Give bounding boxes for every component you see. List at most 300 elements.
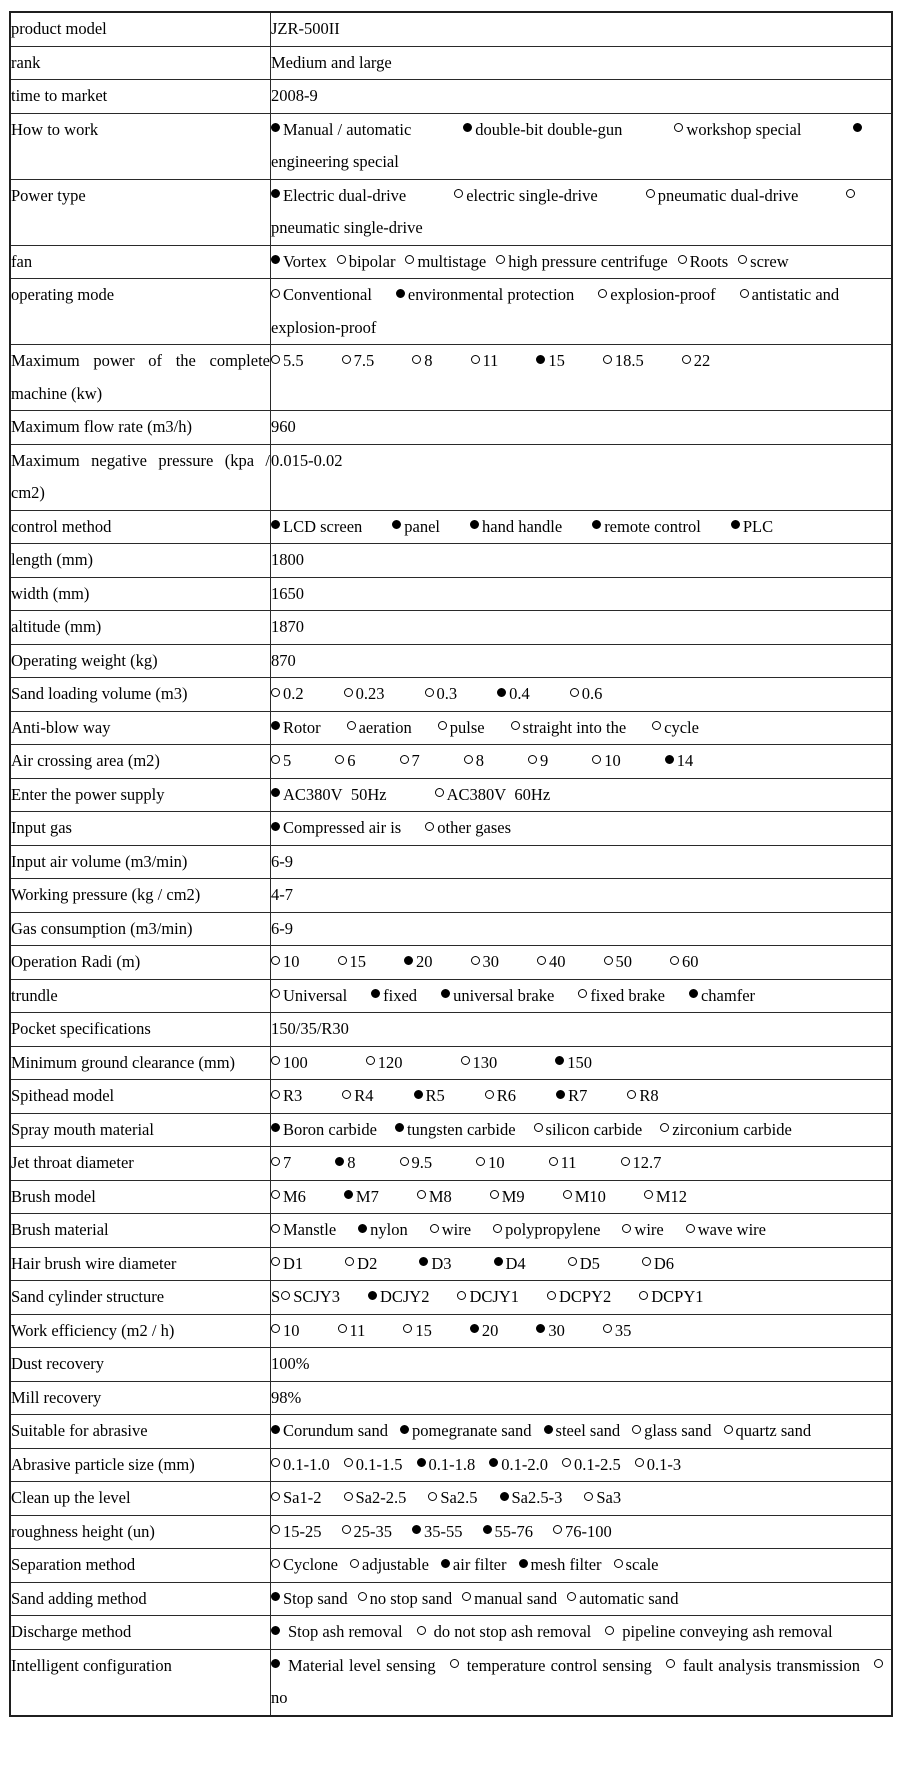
filled-bullet-icon <box>395 1123 404 1132</box>
hollow-bullet-icon <box>682 355 691 364</box>
hollow-bullet-icon <box>584 1492 593 1501</box>
hollow-bullet-icon <box>493 1224 502 1233</box>
spec-row <box>10 812 892 846</box>
option <box>660 1120 792 1139</box>
option <box>544 1421 621 1440</box>
row-label: altitude (mm) <box>10 611 271 645</box>
option-label: wave wire <box>697 1220 766 1239</box>
spec-row <box>10 577 892 611</box>
option-label: do not stop ash removal <box>433 1622 592 1641</box>
option <box>405 252 486 271</box>
row-value <box>271 1180 893 1214</box>
option <box>635 1455 681 1474</box>
option <box>555 1053 592 1072</box>
option-label: 60 <box>682 952 699 971</box>
option-label: mesh filter <box>530 1555 602 1574</box>
hollow-bullet-icon <box>400 1157 409 1166</box>
filled-bullet-icon <box>731 520 740 529</box>
filled-bullet-icon <box>544 1425 553 1434</box>
option-label: DCPY1 <box>651 1287 704 1306</box>
option-label: high pressure centrifuge <box>508 251 668 271</box>
option-label: electric single-drive <box>466 185 598 205</box>
option-label: wire <box>441 1220 472 1239</box>
option-label: 11 <box>560 1153 577 1172</box>
row-label: operating mode <box>10 279 271 345</box>
hollow-bullet-icon <box>740 289 749 298</box>
filled-bullet-icon <box>665 755 674 764</box>
spec-row <box>10 1415 892 1449</box>
hollow-bullet-icon <box>335 755 344 764</box>
filled-bullet-icon <box>271 520 280 529</box>
option-label: 10 <box>488 1153 505 1172</box>
filled-bullet-icon <box>470 1324 479 1333</box>
spec-row <box>10 1013 892 1047</box>
option <box>632 1421 711 1440</box>
option-label: 0.1-3 <box>646 1454 682 1474</box>
option-label: other gases <box>437 818 512 837</box>
row-label: Maximum negative pressure (kpa / cm2) <box>10 444 271 510</box>
option <box>567 1589 678 1608</box>
option-label: 55-76 <box>494 1521 533 1541</box>
row-label: length (mm) <box>10 544 271 578</box>
option-label: M6 <box>283 1186 306 1206</box>
option-label: D1 <box>283 1253 304 1273</box>
option-label: Stop sand <box>283 1588 348 1608</box>
option-label: 9 <box>540 751 549 770</box>
option <box>441 986 554 1005</box>
row-label: time to market <box>10 80 271 114</box>
row-value <box>271 1281 893 1315</box>
option <box>549 1153 577 1172</box>
hollow-bullet-icon <box>570 688 579 697</box>
hollow-bullet-icon <box>271 1190 280 1199</box>
row-value <box>271 979 893 1013</box>
filled-bullet-icon <box>271 721 280 730</box>
option-label: 5.5 <box>283 351 304 370</box>
option-label: explosion-proof <box>610 285 716 304</box>
row-label: Dust recovery <box>10 1348 271 1382</box>
hollow-bullet-icon <box>621 1157 630 1166</box>
option <box>670 952 699 971</box>
option-label: 25-35 <box>353 1521 392 1541</box>
row-value <box>271 711 893 745</box>
filled-bullet-icon <box>414 1090 423 1099</box>
hollow-bullet-icon <box>490 1190 499 1199</box>
hollow-bullet-icon <box>271 755 280 764</box>
option <box>470 1321 499 1340</box>
option <box>417 1455 476 1474</box>
hollow-bullet-icon <box>646 189 655 198</box>
option-label: 50 <box>615 952 632 971</box>
option-label: 10 <box>283 1320 300 1340</box>
spec-row <box>10 1482 892 1516</box>
row-label: Pocket specifications <box>10 1013 271 1047</box>
option-label: 30 <box>548 1320 565 1340</box>
option-label: chamfer <box>700 985 756 1005</box>
row-label: Operation Radi (m) <box>10 946 271 980</box>
option <box>271 1120 377 1139</box>
option-label: 15-25 <box>283 1521 322 1541</box>
option <box>430 1220 471 1239</box>
row-value: 150/35/R30 <box>271 1013 893 1047</box>
row-label: width (mm) <box>10 577 271 611</box>
filled-bullet-icon <box>400 1425 409 1434</box>
option-label: R7 <box>568 1086 588 1105</box>
hollow-bullet-icon <box>425 822 434 831</box>
filled-bullet-icon <box>500 1492 509 1501</box>
option <box>528 751 548 770</box>
spec-row <box>10 245 892 279</box>
hollow-bullet-icon <box>627 1090 636 1099</box>
hollow-bullet-icon <box>271 1492 280 1501</box>
row-label: rank <box>10 46 271 80</box>
hollow-bullet-icon <box>604 956 613 965</box>
row-label: How to work <box>10 113 271 179</box>
hollow-bullet-icon <box>337 255 346 264</box>
option-label: M10 <box>574 1186 606 1206</box>
option-label: 11 <box>482 351 499 370</box>
option <box>400 751 420 770</box>
option <box>271 1488 322 1507</box>
spec-row <box>10 46 892 80</box>
option <box>335 751 355 770</box>
hollow-bullet-icon <box>271 355 280 364</box>
option-label: panel <box>404 516 440 536</box>
option-label: 0.1-1.5 <box>355 1454 403 1474</box>
spec-row <box>10 1147 892 1181</box>
option-label: 20 <box>416 952 433 971</box>
row-value: 1870 <box>271 611 893 645</box>
row-value: 1800 <box>271 544 893 578</box>
option <box>366 1053 403 1072</box>
spec-row <box>10 510 892 544</box>
option <box>562 1455 621 1474</box>
row-value: 0.015-0.02 <box>271 444 893 510</box>
option <box>738 252 788 271</box>
option-label: straight into the <box>522 717 627 737</box>
option-label: glass sand <box>644 1421 712 1440</box>
option-label: 0.3 <box>436 684 458 703</box>
spec-row <box>10 1281 892 1315</box>
spec-row <box>10 411 892 445</box>
option <box>547 1287 611 1306</box>
option <box>271 1455 330 1474</box>
spec-row <box>10 12 892 46</box>
row-label: product model <box>10 12 271 46</box>
row-label: Sand loading volume (m3) <box>10 678 271 712</box>
option-label: Vortex <box>283 251 327 271</box>
hollow-bullet-icon <box>461 1056 470 1065</box>
option <box>441 1555 507 1574</box>
option-label: automatic sand <box>579 1588 679 1608</box>
option <box>342 351 375 370</box>
option-label: no stop sand <box>369 1588 453 1608</box>
row-value <box>271 1616 893 1650</box>
option-label: 18.5 <box>614 351 644 370</box>
option-label: 9.5 <box>411 1153 433 1172</box>
row-value <box>271 1649 893 1716</box>
row-value: 2008-9 <box>271 80 893 114</box>
option <box>395 1120 516 1139</box>
row-value: 4-7 <box>271 879 893 913</box>
hollow-bullet-icon <box>476 1157 485 1166</box>
row-label: Suitable for abrasive <box>10 1415 271 1449</box>
option <box>578 986 665 1005</box>
hollow-bullet-icon <box>344 688 353 697</box>
option <box>724 1421 812 1440</box>
option-label: bipolar <box>348 251 396 271</box>
filled-bullet-icon <box>592 520 601 529</box>
option <box>489 1455 548 1474</box>
option <box>271 1622 403 1641</box>
option-label: R6 <box>496 1086 517 1105</box>
option <box>496 252 667 271</box>
row-value <box>271 345 893 411</box>
option-label: 14 <box>676 751 694 770</box>
option-label: 7 <box>411 751 420 770</box>
option <box>457 1287 519 1306</box>
row-value <box>271 1582 893 1616</box>
hollow-bullet-icon <box>342 1090 351 1099</box>
filled-bullet-icon <box>489 1458 498 1467</box>
option-label: 0.2 <box>283 684 304 703</box>
row-label: Working pressure (kg / cm2) <box>10 879 271 913</box>
option-label: 100 <box>283 1052 308 1072</box>
row-value <box>271 1113 893 1147</box>
option-label: 150 <box>567 1052 592 1072</box>
option-prefix: S <box>271 1287 281 1306</box>
filled-bullet-icon <box>371 989 380 998</box>
option <box>511 718 627 737</box>
spec-row <box>10 711 892 745</box>
option <box>428 1488 477 1507</box>
option-label: 0.6 <box>581 684 603 703</box>
option <box>347 718 412 737</box>
hollow-bullet-icon <box>438 721 447 730</box>
option-label: Roots <box>689 251 729 271</box>
hollow-bullet-icon <box>405 255 414 264</box>
option-label: D4 <box>505 1253 526 1273</box>
option <box>674 120 801 139</box>
filled-bullet-icon <box>470 520 479 529</box>
hollow-bullet-icon <box>534 1123 543 1132</box>
hollow-bullet-icon <box>562 1458 571 1467</box>
hollow-bullet-icon <box>674 123 683 132</box>
option <box>494 1254 526 1273</box>
row-label: Abrasive particle size (mm) <box>10 1448 271 1482</box>
option <box>271 684 304 703</box>
hollow-bullet-icon <box>435 788 444 797</box>
option <box>271 1522 322 1541</box>
option <box>342 1086 373 1105</box>
option-label: 15 <box>349 952 366 971</box>
spec-row <box>10 1649 892 1716</box>
option-label: screw <box>750 251 789 271</box>
option-label: D2 <box>357 1253 378 1273</box>
filled-bullet-icon <box>463 123 472 132</box>
spec-row <box>10 1046 892 1080</box>
option <box>652 718 699 737</box>
option-label: Sa2.5-3 <box>511 1488 563 1507</box>
hollow-bullet-icon <box>471 355 480 364</box>
row-label: Intelligent configuration <box>10 1649 271 1716</box>
filled-bullet-icon <box>536 1324 545 1333</box>
option <box>271 751 291 770</box>
filled-bullet-icon <box>419 1257 428 1266</box>
filled-bullet-icon <box>358 1224 367 1233</box>
hollow-bullet-icon <box>603 355 612 364</box>
hollow-bullet-icon <box>670 956 679 965</box>
option-label: scale <box>625 1555 659 1574</box>
row-value: 1650 <box>271 577 893 611</box>
option-label: silicon carbide <box>545 1119 643 1139</box>
option <box>603 351 644 370</box>
option-label: R8 <box>639 1086 659 1105</box>
spec-row <box>10 80 892 114</box>
filled-bullet-icon <box>344 1190 353 1199</box>
spec-row <box>10 444 892 510</box>
option <box>419 1254 451 1273</box>
option <box>686 1220 766 1239</box>
hollow-bullet-icon <box>605 1626 614 1635</box>
option <box>592 751 621 770</box>
option <box>403 1321 432 1340</box>
row-value: JZR-500II <box>271 12 893 46</box>
option <box>271 351 304 370</box>
option-label: aeration <box>358 717 412 737</box>
row-label: Hair brush wire diameter <box>10 1247 271 1281</box>
option <box>644 1187 687 1206</box>
filled-bullet-icon <box>519 1559 528 1568</box>
filled-bullet-icon <box>271 1659 280 1668</box>
option <box>271 186 406 205</box>
option <box>425 684 458 703</box>
hollow-bullet-icon <box>271 989 280 998</box>
option-label: 7 <box>283 1153 292 1172</box>
hollow-bullet-icon <box>450 1659 459 1668</box>
filled-bullet-icon <box>368 1291 377 1300</box>
hollow-bullet-icon <box>537 956 546 965</box>
row-label: Work efficiency (m2 / h) <box>10 1314 271 1348</box>
option-label: 10 <box>604 751 621 770</box>
option-label: antistatic and explosion-proof <box>271 285 840 337</box>
option-label: Manstle <box>283 1220 337 1239</box>
option-label: SCJY3 <box>293 1287 340 1306</box>
option <box>646 186 799 205</box>
option <box>392 517 440 536</box>
option <box>483 1522 534 1541</box>
row-value <box>271 1314 893 1348</box>
option-label: 5 <box>283 751 292 770</box>
hollow-bullet-icon <box>281 1291 290 1300</box>
option <box>396 285 574 304</box>
spec-table-body <box>10 12 892 1716</box>
option <box>470 517 562 536</box>
option <box>534 1120 643 1139</box>
option-label: 15 <box>415 1320 432 1340</box>
filled-bullet-icon <box>396 289 405 298</box>
option <box>368 1287 430 1306</box>
spec-row <box>10 179 892 245</box>
hollow-bullet-icon <box>471 956 480 965</box>
option-label: DCJY1 <box>469 1287 519 1306</box>
option-label: 8 <box>424 351 433 370</box>
spec-row <box>10 1080 892 1114</box>
option-label: R4 <box>354 1086 374 1105</box>
hollow-bullet-icon <box>567 1592 576 1601</box>
hollow-bullet-icon <box>563 1190 572 1199</box>
option-label: cycle <box>664 717 699 737</box>
row-value: 6-9 <box>271 912 893 946</box>
row-value <box>271 1415 893 1449</box>
option <box>471 952 500 971</box>
row-label: Anti-blow way <box>10 711 271 745</box>
option-label: wire <box>634 1220 664 1239</box>
option <box>682 351 711 370</box>
hollow-bullet-icon <box>428 1492 437 1501</box>
filled-bullet-icon <box>271 123 280 132</box>
option <box>500 1488 563 1507</box>
option-label: steel sand <box>555 1421 621 1440</box>
option-label: Rotor <box>283 717 321 737</box>
option <box>639 1287 703 1306</box>
row-label: fan <box>10 245 271 279</box>
option-label: tungsten carbide <box>406 1119 516 1139</box>
option <box>568 1254 600 1273</box>
row-label: Power type <box>10 179 271 245</box>
hollow-bullet-icon <box>511 721 520 730</box>
option <box>417 1622 592 1641</box>
option-label: Manual / automatic <box>283 119 412 139</box>
option-label: D6 <box>653 1253 675 1273</box>
filled-bullet-icon <box>271 1123 280 1132</box>
option-label: fixed brake <box>590 985 665 1005</box>
hollow-bullet-icon <box>358 1592 367 1601</box>
option-label: AC380V 50Hz <box>283 784 387 804</box>
option <box>450 1656 652 1675</box>
hollow-bullet-icon <box>417 1190 426 1199</box>
option <box>271 1187 306 1206</box>
option-label: fault analysis transmission <box>682 1655 860 1675</box>
option-label: 30 <box>482 952 499 971</box>
hollow-bullet-icon <box>430 1224 439 1233</box>
filled-bullet-icon <box>271 822 280 831</box>
filled-bullet-icon <box>335 1157 344 1166</box>
hollow-bullet-icon <box>614 1559 623 1568</box>
option <box>537 952 566 971</box>
spec-row <box>10 1549 892 1583</box>
option-label: temperature control sensing <box>466 1655 652 1675</box>
option-label: no <box>271 1688 288 1707</box>
filled-bullet-icon <box>271 1592 280 1601</box>
option <box>271 1656 436 1675</box>
spec-row <box>10 1348 892 1382</box>
hollow-bullet-icon <box>271 1458 280 1467</box>
spec-row <box>10 113 892 179</box>
option <box>666 1656 860 1675</box>
option-label: R3 <box>283 1086 303 1105</box>
hollow-bullet-icon <box>568 1257 577 1266</box>
row-label: Spithead model <box>10 1080 271 1114</box>
hollow-bullet-icon <box>338 1324 347 1333</box>
hollow-bullet-icon <box>738 255 747 264</box>
row-label: Maximum flow rate (m3/h) <box>10 411 271 445</box>
option-label: workshop special <box>686 119 802 139</box>
row-value <box>271 812 893 846</box>
row-label: Jet throat diameter <box>10 1147 271 1181</box>
option-label: zirconium carbide <box>672 1119 792 1139</box>
option-label: air filter <box>452 1555 507 1574</box>
